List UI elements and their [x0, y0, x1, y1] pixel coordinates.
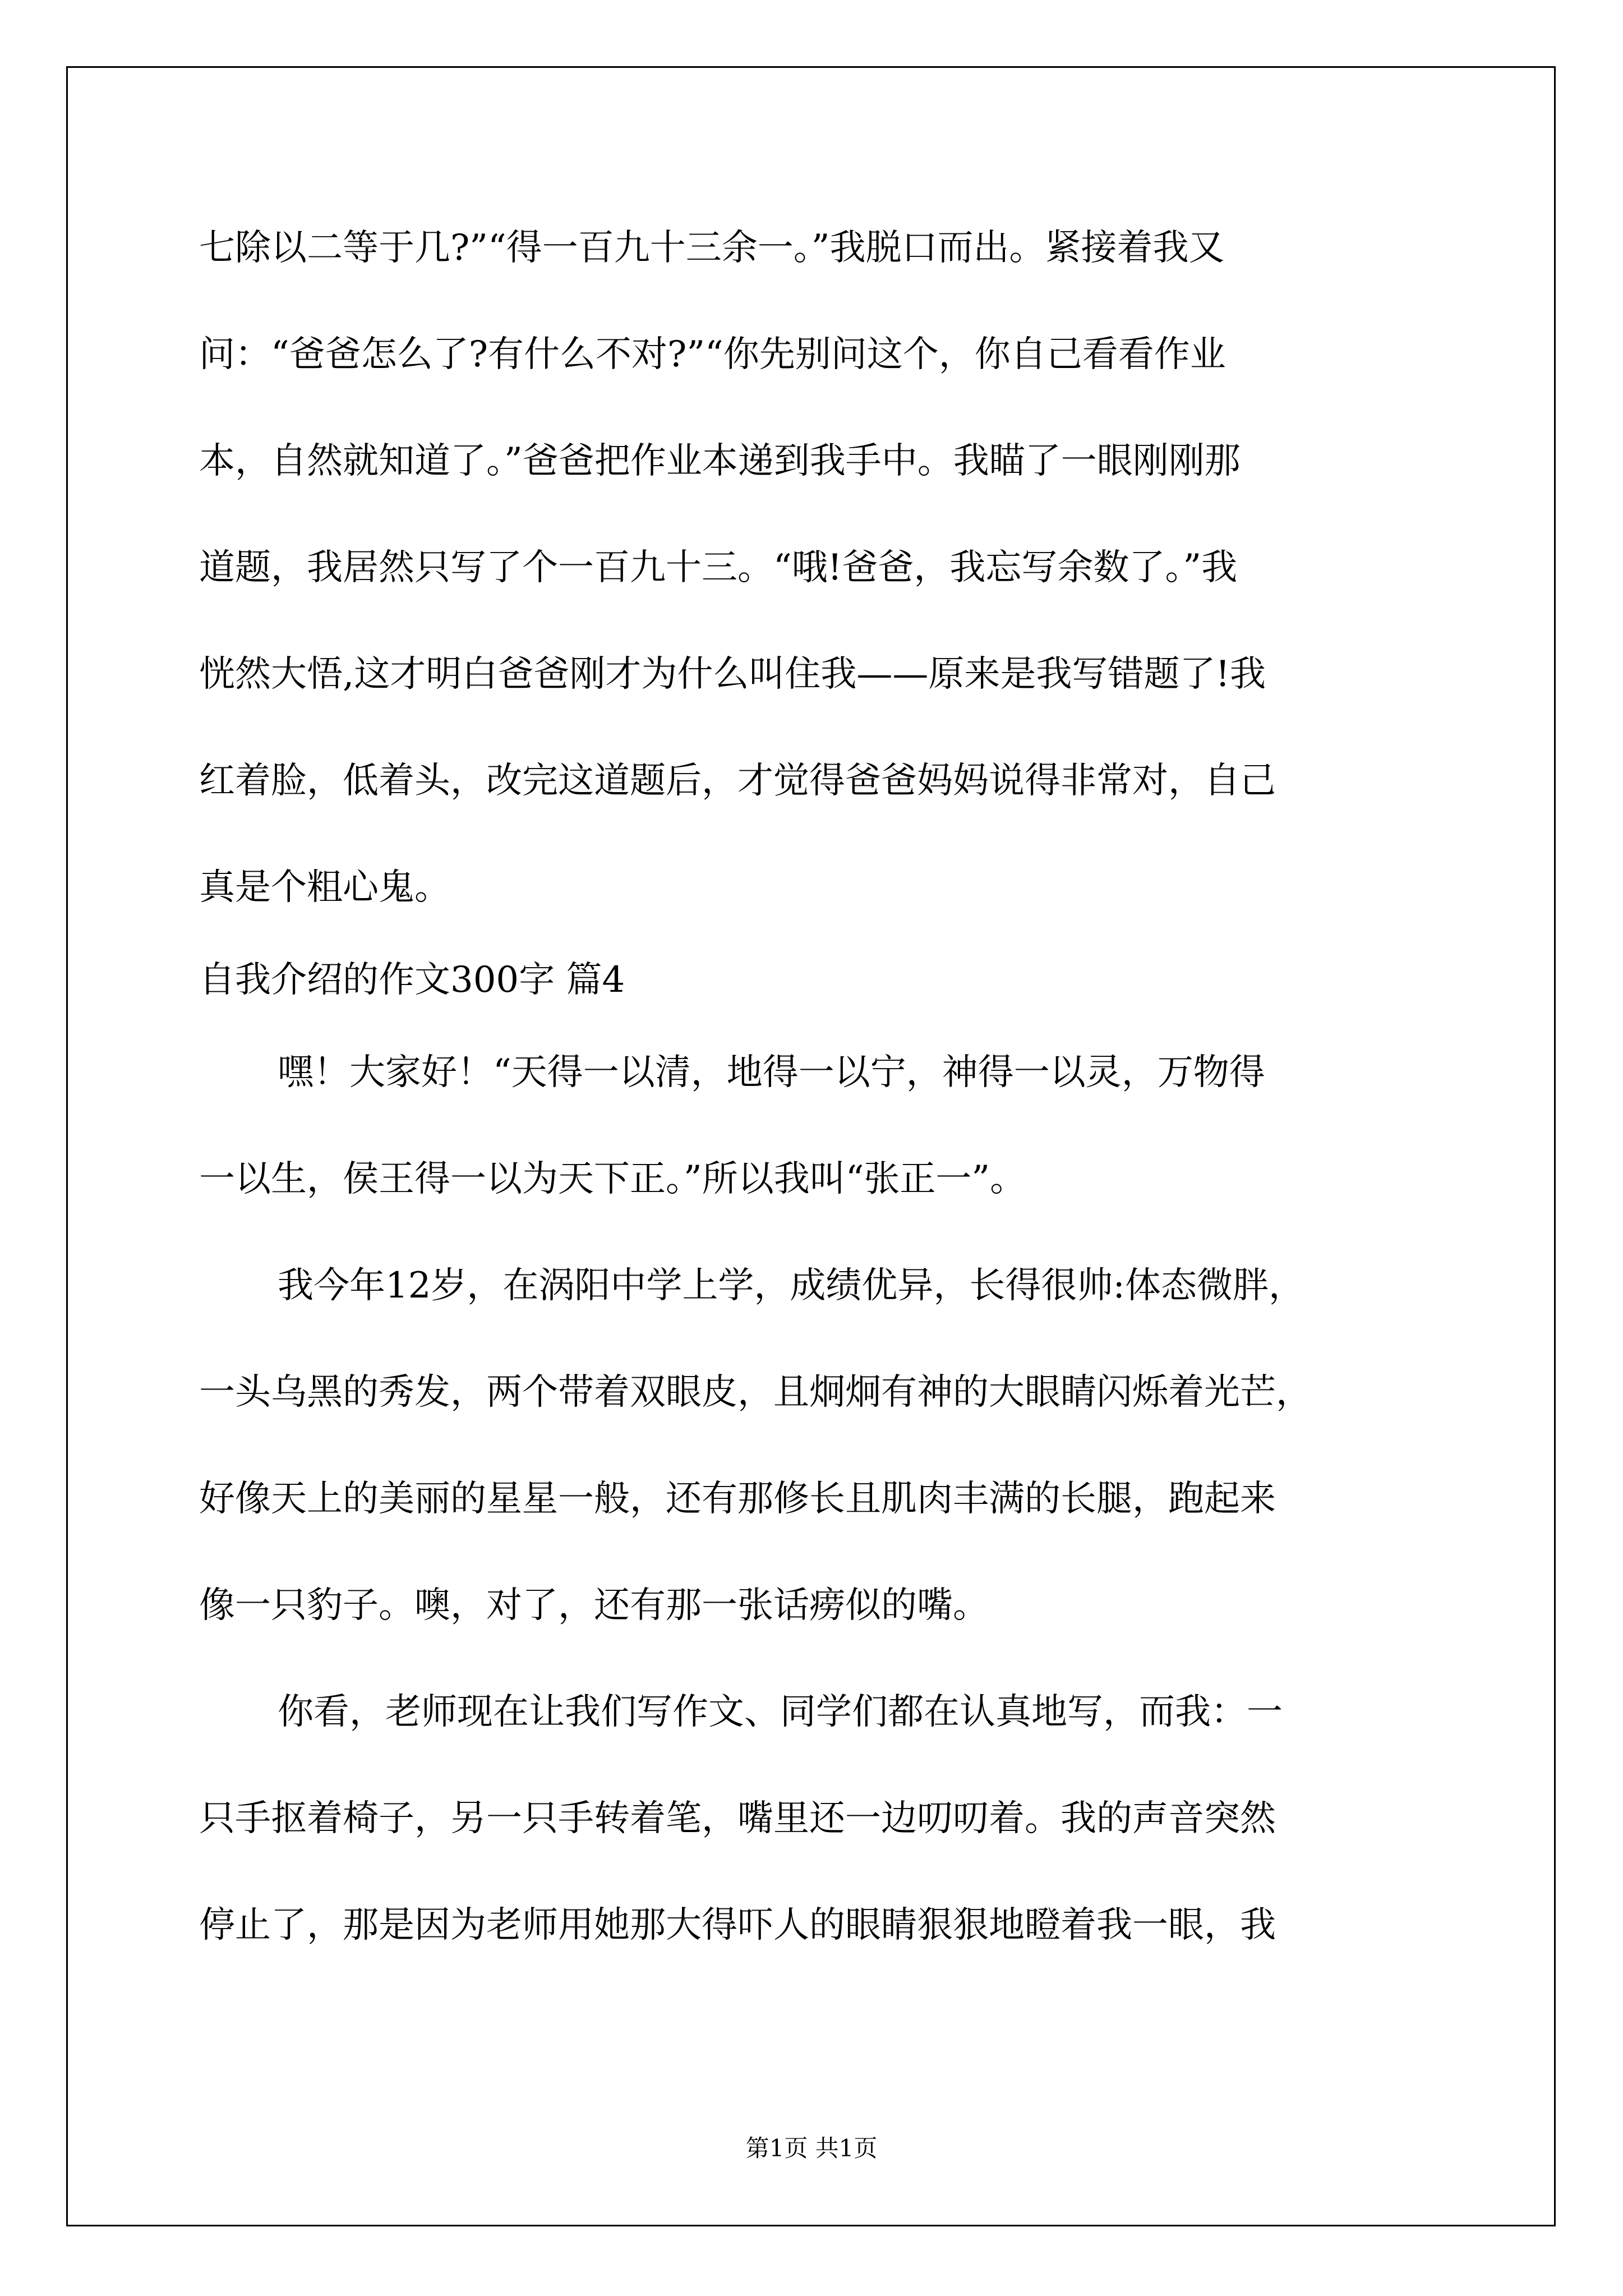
section-heading: 自我介绍的作文300字 篇4	[199, 959, 625, 1001]
text-line: 真是个粗心鬼。	[199, 867, 450, 908]
text-line: 道题，我居然只写了个一百九十三。“哦!爸爸，我忘写余数了。”我	[199, 547, 1238, 588]
text-line: 红着脸，低着头，改完这道题后，才觉得爸爸妈妈说得非常对，自己	[199, 760, 1276, 802]
text-line: 恍然大悟,这才明白爸爸刚才为什么叫住我——原来是我写错题了!我	[199, 654, 1266, 695]
paragraph-start-line: 你看，老师现在让我们写作文、同学们都在认真地写，而我：一	[278, 1691, 1283, 1733]
text-line: 像一只豹子。噢，对了，还有那一张话痨似的嘴。	[199, 1585, 989, 1626]
text-line: 好像天上的美丽的星星一般，还有那修长且肌肉丰满的长腿，跑起来	[199, 1478, 1276, 1520]
paragraph-start-line: 嘿！大家好！“天得一以清，地得一以宁，神得一以灵，万物得	[278, 1052, 1265, 1093]
text-line: 停止了，那是因为老师用她那大得吓人的眼睛狠狠地瞪着我一眼，我	[199, 1904, 1276, 1946]
paragraph-start-line: 我今年12岁，在涡阳中学上学，成绩优异，长得很帅:体态微胖，	[278, 1265, 1304, 1306]
document-body	[199, 217, 1427, 2001]
text-line: 七除以二等于几?”“得一百九十三余一。”我脱口而出。紧接着我又	[199, 227, 1225, 269]
text-line: 本，自然就知道了。”爸爸把作业本递到我手中。我瞄了一眼刚刚那	[199, 440, 1241, 482]
text-line: 一以生，侯王得一以为天下正。”所以我叫“张正一”。	[199, 1158, 1026, 1200]
text-line: 一头乌黑的秀发，两个带着双眼皮，且炯炯有神的大眼睛闪烁着光芒，	[199, 1372, 1312, 1413]
page-footer: 第1页 共1页	[745, 2134, 878, 2162]
text-line: 只手抠着椅子，另一只手转着笔，嘴里还一边叨叨着。我的声音突然	[199, 1798, 1276, 1839]
text-line: 问：“爸爸怎么了?有什么不对?”“你先别问这个，你自己看看作业	[199, 334, 1226, 375]
